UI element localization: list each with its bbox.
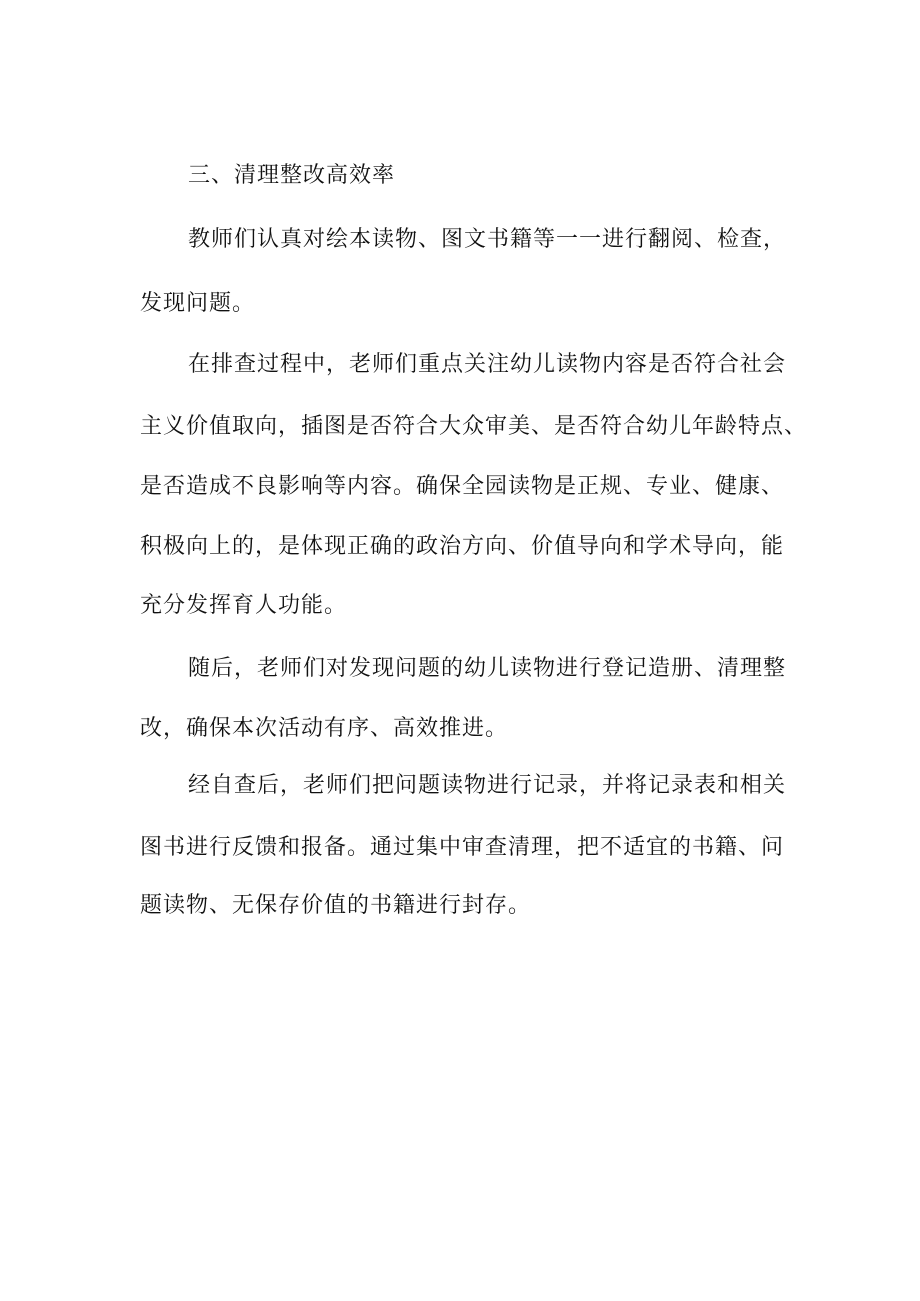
paragraph-line: 改，确保本次活动有序、高效推进。	[140, 716, 509, 741]
paragraph-line: 发现问题。	[140, 291, 256, 316]
paragraph-line: 随后，老师们对发现问题的幼儿读物进行登记造册、清理整	[188, 656, 787, 681]
paragraph-line: 题读物、无保存价值的书籍进行封存。	[140, 893, 532, 918]
paragraph-line: 经自查后，老师们把问题读物进行记录，并将记录表和相关	[188, 773, 787, 798]
paragraph-line: 图书进行反馈和报备。通过集中审查清理，把不适宜的书籍、问	[140, 835, 785, 860]
paragraph-line: 主义价值取向，插图是否符合大众审美、是否符合幼儿年龄特点、	[140, 414, 808, 439]
paragraph-line: 是否造成不良影响等内容。确保全园读物是正规、专业、健康、	[140, 474, 785, 499]
paragraph-line: 在排查过程中，老师们重点关注幼儿读物内容是否符合社会	[188, 352, 787, 377]
section-heading: 三、清理整改高效率	[188, 163, 396, 188]
paragraph-line: 教师们认真对绘本读物、图文书籍等一一进行翻阅、检查，	[188, 227, 787, 252]
paragraph-line: 积极向上的，是体现正确的政治方向、价值导向和学术导向，能	[140, 534, 785, 559]
paragraph-line: 充分发挥育人功能。	[140, 593, 348, 618]
